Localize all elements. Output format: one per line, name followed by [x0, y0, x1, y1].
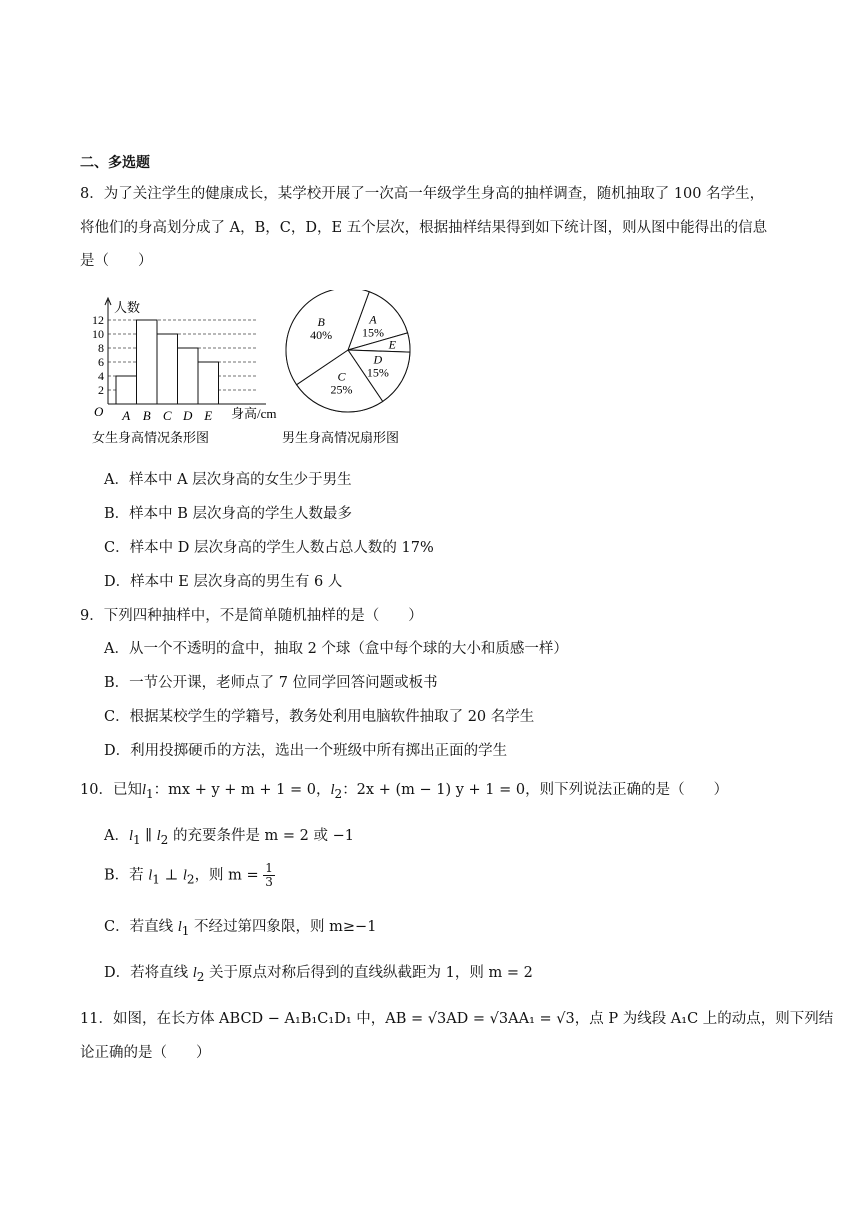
bar-chart-origin: O: [94, 404, 104, 419]
q8-option-d: D．样本中 E 层次身高的男生有 6 人: [104, 574, 343, 590]
bar-chart-bar-E: [198, 362, 219, 404]
q8-option-c: C．样本中 D 层次身高的学生人数占总人数的 17%: [104, 540, 434, 556]
girls-height-bar-chart: [78, 294, 278, 450]
pie-slice-name-label: B: [317, 315, 325, 330]
bar-chart-ylabel: 人数: [114, 300, 141, 315]
q10-stem: 10．已知$l_1$：mx + y + m + 1 = 0，$l_2$：2x + (m − 1) y + 1 = 0，则下列说法正确的是（ ）: [80, 782, 729, 801]
bar-chart-ytick-label: 4: [98, 369, 104, 383]
q8-stem-line3: 是（ ）: [80, 253, 153, 269]
q10-option-a: A．$l_1$ ∥ $l_2$ 的充要条件是 m = 2 或 −1: [104, 828, 354, 847]
q11-stem-line2: 论正确的是（ ）: [80, 1045, 211, 1061]
q8-option-a: A．样本中 A 层次身高的女生少于男生: [104, 472, 352, 488]
bar-chart-category-label: A: [122, 408, 131, 423]
bar-chart-xlabel: 身高/cm: [231, 406, 277, 421]
boys-height-pie-chart: [278, 290, 428, 450]
one-third-fraction: $\frac{1}{3}$: [265, 861, 273, 889]
pie-slice-percent-label: 15%: [366, 365, 389, 380]
q9-stem: 9．下列四种抽样中，不是简单随机抽样的是（ ）: [80, 608, 423, 624]
q8-stem-line1: 8．为了关注学生的健康成长，某学校开展了一次高一年级学生身高的抽样调查，随机抽取了 100 名学生，: [80, 186, 765, 202]
q9-option-c: C．根据某校学生的学籍号，教务处利用电脑软件抽取了 20 名学生: [104, 709, 535, 725]
pie-slice-percent-label: 15%: [361, 325, 384, 340]
q10-option-b: B．若 $l_1$ ⊥ $l_2$，则 m = $\frac{1}{3}$: [104, 861, 273, 889]
bar-chart-ytick-label: 6: [98, 355, 104, 369]
bar-chart-bar-A: [116, 376, 137, 404]
q10-option-c: C．若直线 $l_1$ 不经过第四象限，则 m≥−1: [104, 919, 377, 938]
q8-option-b: B．样本中 B 层次身高的学生人数最多: [104, 506, 353, 522]
pie-slice-name-label: C: [337, 369, 346, 384]
bar-chart-ytick-label: 8: [98, 341, 104, 355]
q11-stem-line1: 11．如图，在长方体 ABCD − A₁B₁C₁D₁ 中，AB = √3AD = √3AA₁ = √3，点 P 为线段 A₁C 上的动点，则下列结: [80, 1011, 834, 1027]
pie-slice-name-label: A: [369, 312, 377, 327]
bar-chart-title: 女生身高情况条形图: [92, 430, 210, 445]
bar-chart-category-label: E: [204, 408, 213, 423]
pie-chart-title: 男生身高情况扇形图: [282, 430, 400, 445]
pie-slice-percent-label: 40%: [310, 328, 333, 343]
pie-slice-name-label: D: [373, 352, 383, 367]
pie-slice-name-label: E: [388, 337, 396, 352]
q8-stem-line2: 将他们的身高划分成了 A，B，C，D，E 五个层次，根据抽样结果得到如下统计图，则从图中能得出的信息: [80, 220, 768, 236]
bar-chart-ytick-label: 2: [98, 383, 104, 397]
bar-chart-ytick-label: 12: [92, 313, 104, 327]
bar-chart-ytick-label: 10: [92, 327, 104, 341]
bar-chart-category-label: C: [162, 408, 172, 423]
pie-slice-percent-label: 25%: [330, 382, 353, 397]
bar-chart-bar-C: [157, 334, 178, 404]
q9-option-d: D．利用投掷硬币的方法，选出一个班级中所有掷出正面的学生: [104, 743, 508, 759]
section-title: 二、多选题: [80, 155, 150, 171]
bar-chart-category-label: B: [142, 408, 151, 423]
q9-option-a: A．从一个不透明的盒中，抽取 2 个球（盒中每个球的大小和质感一样）: [104, 641, 568, 657]
bar-chart-bar-B: [137, 320, 158, 404]
bar-chart-bar-D: [178, 348, 199, 404]
q10-option-d: D．若将直线 $l_2$ 关于原点对称后得到的直线纵截距为 1，则 m = 2: [104, 965, 533, 984]
q9-option-b: B．一节公开课，老师点了 7 位同学回答问题或板书: [104, 675, 438, 691]
bar-chart-category-label: D: [183, 408, 193, 423]
